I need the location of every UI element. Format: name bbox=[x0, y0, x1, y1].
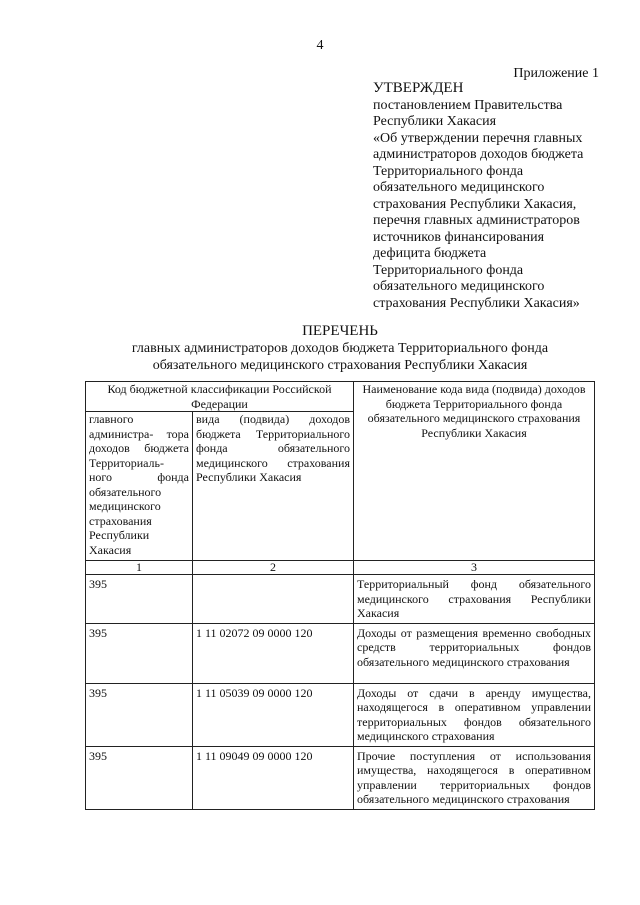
approval-line: администраторов доходов бюджета bbox=[373, 147, 584, 162]
document-subtitle-line: обязательного медицинского страхования Республики Хакасия bbox=[152, 358, 528, 373]
cell-income-name: Прочие поступления от использования имущества, находящегося в оперативном управлении территориальных фондов обязательного медицинского страхования bbox=[354, 746, 595, 809]
column-number: 1 bbox=[86, 561, 193, 575]
header-income-name: Наименование кода вида (подвида) доходов бюджета Территориального фонда обязательного медицинского страхования Республики Хакасия bbox=[354, 382, 595, 561]
cell-income-code: 1 11 05039 09 0000 120 bbox=[193, 683, 354, 746]
revenue-table bbox=[85, 381, 595, 810]
cell-income-code bbox=[193, 575, 354, 624]
approval-line: дефицита бюджета bbox=[373, 246, 487, 261]
approval-line: обязательного медицинского bbox=[373, 279, 545, 294]
cell-admin-code: 395 bbox=[86, 683, 193, 746]
column-number: 3 bbox=[354, 561, 595, 575]
header-classification-code: Код бюджетной классификации Российской Федерации bbox=[86, 382, 354, 412]
approval-heading: УТВЕРЖДЕН bbox=[373, 80, 464, 96]
cell-income-name: Доходы от сдачи в аренду имущества, находящегося в оперативном управлении территориальных фондов обязательного медицинского страхования bbox=[354, 683, 595, 746]
table-header-row bbox=[86, 382, 595, 412]
approval-line: Территориального фонда bbox=[373, 163, 524, 179]
approval-line: страхования Республики Хакасия» bbox=[373, 295, 580, 311]
header-admin-code: главного администра- тора доходов бюджета Территориаль- ного фонда обязательного медицинского страхования Республики Хакасия bbox=[86, 412, 193, 561]
approval-line: постановлением Правительства bbox=[373, 97, 563, 113]
appendix-label: Приложение 1 bbox=[513, 66, 599, 81]
cell-income-name: Доходы от размещения временно свободных средств территориальных фондов обязательного медицинского страхования bbox=[354, 623, 595, 683]
approval-line: «Об утверждении перечня главных bbox=[373, 130, 583, 146]
table-row bbox=[86, 623, 595, 683]
cell-admin-code: 395 bbox=[86, 575, 193, 624]
table-row bbox=[86, 575, 595, 624]
table-row bbox=[86, 683, 595, 746]
document-subtitle-line: главных администраторов доходов бюджета Территориального фонда bbox=[131, 341, 549, 356]
approval-line: Республики Хакасия bbox=[373, 114, 497, 129]
approval-line: страхования Республики Хакасия, bbox=[373, 196, 577, 212]
cell-income-code: 1 11 09049 09 0000 120 bbox=[193, 746, 354, 809]
approval-line: источников финансирования bbox=[373, 229, 545, 245]
page-number: 4 bbox=[316, 38, 324, 53]
column-number-row bbox=[86, 561, 595, 575]
table-row bbox=[86, 746, 595, 809]
document-title-block bbox=[80, 323, 600, 374]
approval-line: Территориального фонда bbox=[373, 262, 524, 278]
document-title: ПЕРЕЧЕНЬ bbox=[302, 323, 378, 339]
cell-income-code: 1 11 02072 09 0000 120 bbox=[193, 623, 354, 683]
column-number: 2 bbox=[193, 561, 354, 575]
cell-income-name: Территориальный фонд обязательного медицинского страхования Республики Хакасия bbox=[354, 575, 595, 624]
approval-block bbox=[373, 80, 603, 312]
cell-admin-code: 395 bbox=[86, 623, 193, 683]
cell-admin-code: 395 bbox=[86, 746, 193, 809]
approval-line: перечня главных администраторов bbox=[373, 213, 580, 228]
header-income-type-code: вида (подвида) доходов бюджета Территориального фонда обязательного медицинского страхования Республики Хакасия bbox=[193, 412, 354, 561]
approval-line: обязательного медицинского bbox=[373, 180, 545, 195]
